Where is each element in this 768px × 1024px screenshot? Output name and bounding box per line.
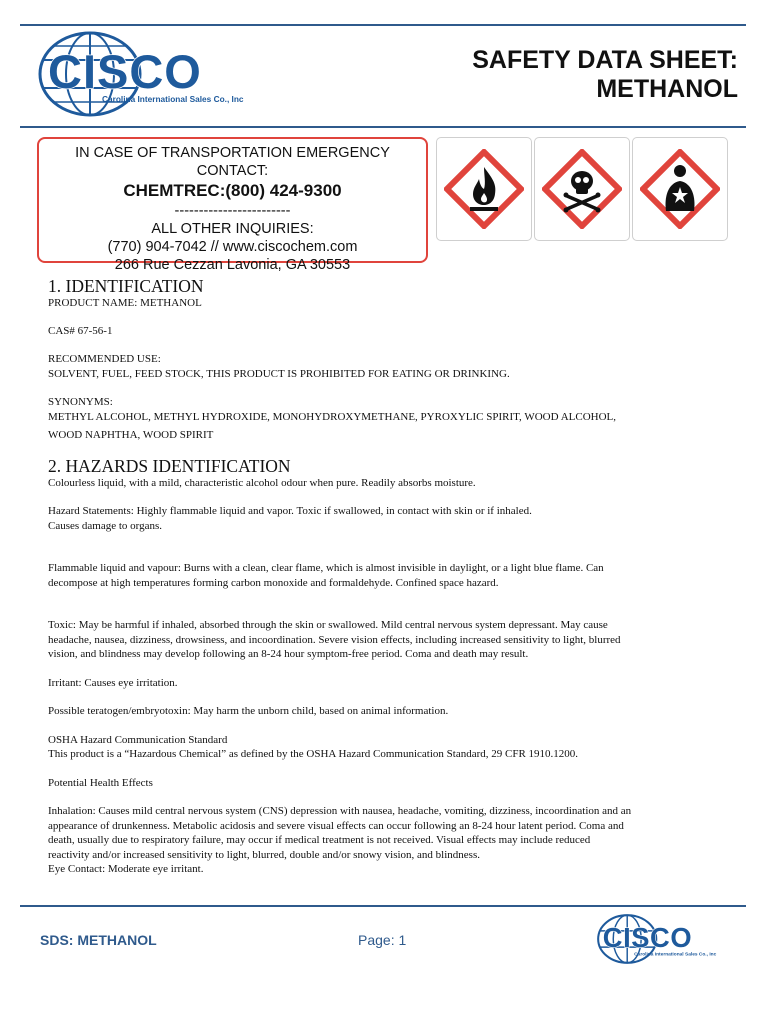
other-inquiries-label: ALL OTHER INQUIRIES: (151, 221, 314, 237)
osha-label: OSHA Hazard Communication Standard (48, 733, 228, 746)
logo-tagline: Carolina International Sales Co., Inc (102, 94, 244, 104)
cas-number: CAS# 67-56-1 (48, 324, 113, 337)
inhalation-line-2: appearance of drunkenness. Metabolic acidosis and severe visual effects can occur following an 8-24 hour latent period. Coma and (48, 819, 624, 832)
inhalation-line-1: Inhalation: Causes mild central nervous system (CNS) depression with nausea, headache, vomiting, dizziness, incoordination and an (48, 805, 632, 817)
toxic-line-2: headache, nausea, dizziness, drowsiness, and incoordination. Severe vision effects, including increased sensitivity to light, blurred (48, 633, 621, 646)
cisco-logo (38, 30, 248, 118)
flammable-line-2: decompose at high temperatures forming carbon monoxide and formaldehyde. Confined space hazard. (48, 576, 499, 589)
title-line-2: METHANOL (596, 75, 738, 103)
inhalation-line-3: death, usually due to respiratory failure, may occur if medical treatment is not received. Visual effects may include reduced (48, 834, 591, 846)
synonyms-label: SYNONYMS: (48, 396, 113, 408)
header-rule (20, 126, 746, 128)
company-address: 266 Rue Cezzan Lavonia, GA 30553 (114, 257, 351, 273)
logo-wordmark: CISCO (602, 922, 693, 954)
top-rule (20, 24, 746, 26)
logo-tagline: Carolina International Sales Co., Inc (634, 952, 717, 958)
hazard-statements-line-2: Causes damage to organs. (48, 519, 163, 532)
hazard-statements-line-1: Hazard Statements: Highly flammable liquid and vapor. Toxic if swallowed, in contact with skin or if inhaled. (48, 505, 532, 517)
toxic-line-3: vision, and blindness may develop following an 8-24 hour symptom-free period. Coma and death may result. (48, 648, 529, 660)
osha-text: This product is a “Hazardous Chemical” as defined by the OSHA Hazard Communication Standard, 29 CFR 1910.1200. (48, 748, 579, 760)
toxic-line-1: Toxic: May be harmful if inhaled, absorbed through the skin or swallowed. Mild central nervous system depressant. May cause (48, 619, 608, 631)
section-2-heading: 2. HAZARDS IDENTIFICATION (48, 455, 291, 476)
health-hazard-icon (640, 149, 720, 229)
phone-and-website: (770) 904-7042 // www.ciscochem.com (107, 239, 358, 255)
title-line-1: SAFETY DATA SHEET: (472, 46, 738, 74)
sds-body (48, 276, 738, 877)
contact-divider: ------------------------ (174, 203, 291, 219)
footer-rule (20, 905, 746, 907)
recommended-use-text: SOLVENT, FUEL, FEED STOCK, THIS PRODUCT IS PROHIBITED FOR EATING OR DRINKING. (48, 367, 510, 380)
teratogen-text: Possible teratogen/embryotoxin: May harm the unborn child, based on animal information. (48, 705, 449, 717)
cisco-logo-footer (597, 913, 719, 965)
chemtrec-phone: CHEMTREC:(800) 424-9300 (123, 181, 342, 200)
eye-contact-text: Eye Contact: Moderate eye irritant. (48, 863, 204, 875)
pictogram-flammable (436, 137, 532, 241)
synonyms-line-2: WOOD NAPHTHA, WOOD SPIRIT (48, 429, 214, 441)
document-title (472, 46, 738, 104)
footer-sds-label: SDS: METHANOL (40, 932, 157, 948)
recommended-use-label: RECOMMENDED USE: (48, 353, 161, 365)
inhalation-line-4: reactivity and/or increased sensitivity to light, blurred, double and/or snowy vision, and blindness. (48, 848, 480, 861)
logo-wordmark: CISCO (48, 45, 202, 98)
health-effects-label: Potential Health Effects (48, 776, 153, 789)
pictogram-toxic (534, 137, 630, 241)
product-name: PRODUCT NAME: METHANOL (48, 297, 202, 309)
hazard-description: Colourless liquid, with a mild, characteristic alcohol odour when pure. Readily absorbs moisture. (48, 476, 476, 489)
flammable-line-1: Flammable liquid and vapour: Burns with a clean, clear flame, which is almost invisible in daylight, or a light blue flame. Can (48, 562, 604, 574)
flame-icon (444, 149, 524, 229)
synonyms-line-1: METHYL ALCOHOL, METHYL HYDROXIDE, MONOHYDROXYMETHANE, PYROXYLIC SPIRIT, WOOD ALCOHOL, (48, 410, 617, 423)
footer-page-number: Page: 1 (358, 932, 407, 948)
skull-crossbones-icon (542, 149, 622, 229)
emergency-label: IN CASE OF TRANSPORTATION EMERGENCY CONTACT: (75, 145, 390, 179)
irritant-text: Irritant: Causes eye irritation. (48, 676, 178, 689)
emergency-contact-box (37, 137, 428, 273)
section-1-heading: 1. IDENTIFICATION (48, 276, 204, 296)
pictogram-health-hazard (632, 137, 728, 241)
